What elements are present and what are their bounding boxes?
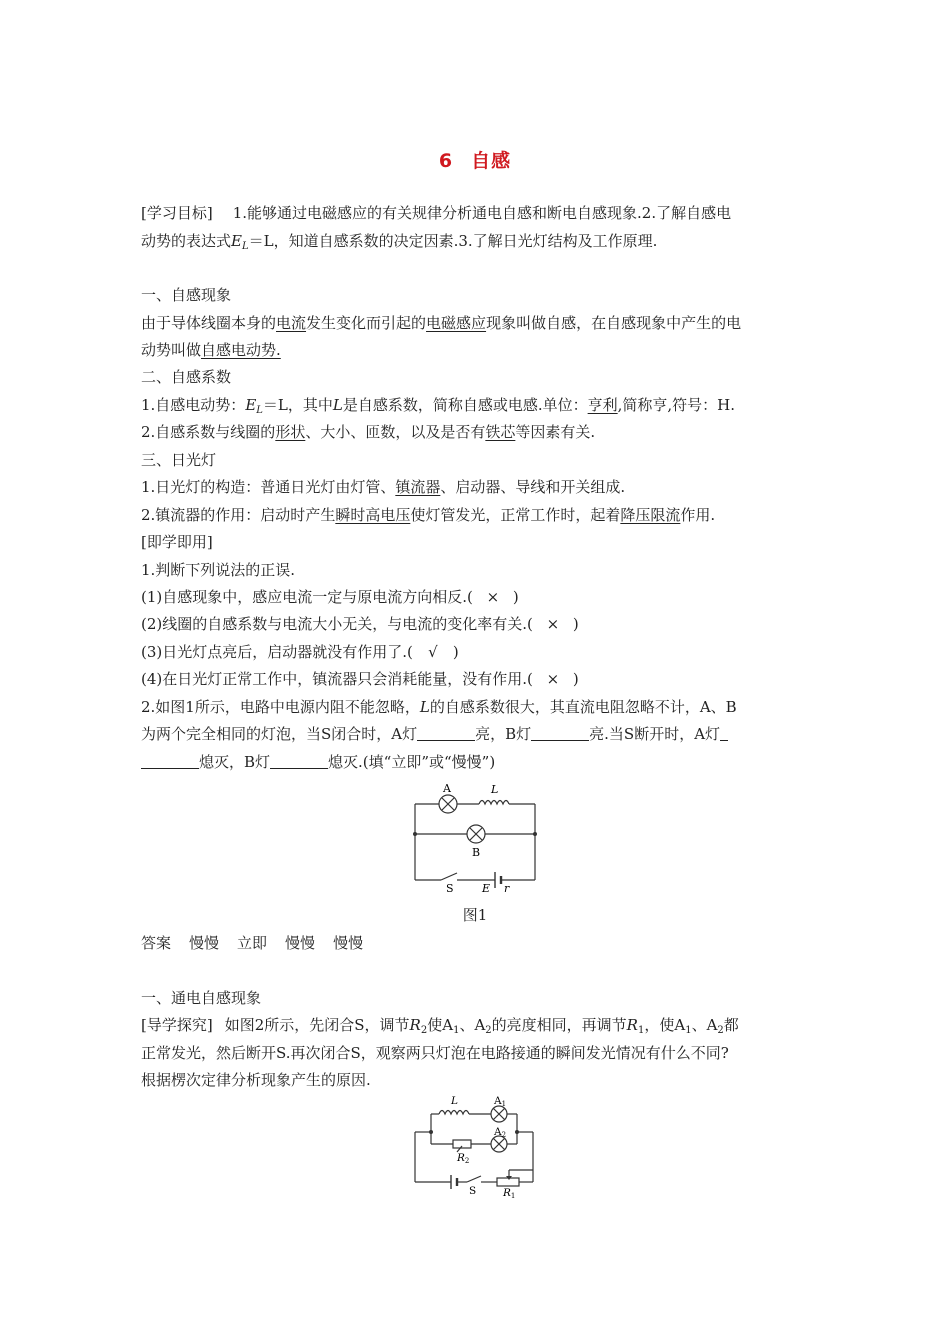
fig2-label-r2: R2 — [457, 1152, 470, 1165]
answer-line — [141, 933, 821, 953]
figure-2-circuit — [405, 1094, 545, 1202]
answer-blank-3b[interactable] — [141, 754, 199, 769]
s1-text-b: 发生变化而引起的 — [306, 314, 427, 332]
part1-text-c: 、A — [459, 1016, 486, 1034]
section1-line-1 — [141, 313, 821, 333]
emf-symbol: E — [231, 232, 242, 250]
fig2-inductor-coil — [439, 1111, 469, 1115]
item-1-mark: × — [486, 588, 500, 606]
a2-subscript: 2 — [485, 1025, 492, 1036]
part1-text-d: 的亮度相同，再调节 — [491, 1016, 627, 1034]
item-3-end: ) — [452, 643, 459, 661]
objectives-label: [学习目标] — [141, 204, 213, 222]
q2-text-e: 亮.当S断开时，A灯 — [589, 725, 721, 743]
s3-underline-high-voltage: 瞬时高电压 — [335, 506, 411, 524]
s1-underline-emf: 自感电动势. — [201, 341, 281, 359]
q2-text-c: 为两个完全相同的灯泡，当S闭合时，A灯 — [141, 725, 418, 743]
figure-1-circuit — [405, 782, 545, 894]
section3-heading: 三、日光灯 — [141, 451, 217, 469]
part1-heading: 一、通电自感现象 — [141, 989, 262, 1007]
answer-value-4: 慢慢 — [333, 934, 364, 952]
s1-underline-current: 电流 — [276, 314, 307, 332]
item-1-text: (1)自感现象中，感应电流一定与原电流方向相反.( — [141, 588, 473, 606]
item-2-end: ) — [572, 615, 579, 633]
item-3-mark: √ — [428, 643, 438, 661]
s1-text-a: 由于导体线圈本身的 — [141, 314, 277, 332]
inductor-coil — [479, 801, 509, 805]
q2-text-d: 亮，B灯 — [475, 725, 532, 743]
objectives-text-1: 1.能够通过电磁感应的有关规律分析通电自感和断电自感现象.2.了解自感电 — [232, 204, 732, 222]
q2-text-f: 熄灭，B灯 — [199, 753, 271, 771]
title-number: 6 — [438, 150, 454, 172]
inductance-symbol: L — [332, 396, 343, 414]
s1-text-d: 动势叫做 — [141, 341, 202, 359]
part1-text-a: 如图2所示，先闭合S，调节 — [224, 1016, 410, 1034]
item-4-mark: × — [546, 670, 560, 688]
section1-line-2 — [141, 340, 821, 360]
s2-text-c: 是自感系数，简称自感或电感.单位： — [342, 396, 588, 414]
part1-label: [导学探究] — [141, 1016, 213, 1034]
fig1-label-b: B — [472, 846, 481, 859]
q2-text-b: 的自感系数很大，其直流电阻忽略不计，A、B — [429, 698, 737, 716]
fig2-label-r1: R1 — [503, 1187, 516, 1200]
figure-1-caption: 图1 — [462, 906, 488, 924]
fig1-label-r: r — [504, 882, 510, 894]
section3-line-2 — [141, 505, 821, 525]
page-title — [0, 146, 950, 173]
junction-left — [413, 832, 417, 836]
answer-blank-1[interactable] — [417, 726, 475, 741]
item-4-end: ) — [572, 670, 579, 688]
answer-blank-2[interactable] — [531, 726, 589, 741]
fig2-switch-s — [467, 1176, 481, 1182]
part1-text-e: ，使A — [644, 1016, 686, 1034]
s3-text-a: 1.日光灯的构造：普通日光灯由灯管、 — [141, 478, 396, 496]
part1-line-3: 根据楞次定律分析现象产生的原因. — [141, 1071, 371, 1089]
s2-text-f: 、大小、匝数，以及是否有 — [305, 423, 486, 441]
objectives-text-2a: 动势的表达式 — [141, 232, 232, 250]
part1-text-b: 使A — [427, 1016, 454, 1034]
s1-underline-induction: 电磁感应 — [426, 314, 487, 332]
answer-value-1: 慢慢 — [189, 934, 220, 952]
r2-subscript: 2 — [420, 1025, 428, 1036]
fig2-junction-left — [429, 1130, 433, 1134]
s2-text-d: ,简称亨,符号：H. — [617, 396, 736, 414]
answer-label: 答案 — [141, 934, 172, 952]
practice-q1: 1.判断下列说法的正误. — [141, 561, 296, 579]
part1-line-1 — [141, 1015, 821, 1035]
answer-value-2: 立即 — [237, 934, 268, 952]
fig2-label-a2: A2 — [494, 1126, 507, 1139]
s3-text-d: 使灯管发光，正常工作时，起着 — [410, 506, 621, 524]
fig2-label-l: L — [451, 1095, 458, 1107]
a1-subscript: 1 — [453, 1025, 460, 1036]
section2-line-1 — [141, 395, 821, 415]
item-3-text: (3)日光灯点亮后，启动器就没有作用了.( — [141, 643, 413, 661]
section2-heading: 二、自感系数 — [141, 368, 232, 386]
q2-text-a: 2.如图1所示，电路中电源内阻不能忽略， — [141, 698, 420, 716]
item-2-mark: × — [546, 615, 560, 633]
r1-symbol: R — [626, 1016, 638, 1034]
r2-symbol: R — [409, 1016, 421, 1034]
s3-text-c: 2.镇流器的作用：启动时产生 — [141, 506, 336, 524]
fig1-label-l: L — [491, 783, 499, 796]
answer-value-3: 慢慢 — [285, 934, 316, 952]
switch-s — [441, 873, 457, 880]
section1-heading: 一、自感现象 — [141, 286, 232, 304]
s3-text-b: 、启动器、导线和开关组成. — [440, 478, 626, 496]
fig1-label-s: S — [446, 882, 454, 894]
practice-item-2 — [141, 614, 821, 634]
practice-item-4 — [141, 669, 821, 689]
fig2-label-a1: A1 — [494, 1095, 507, 1108]
fig2-label-s: S — [469, 1185, 477, 1197]
s1-text-c: 现象叫做自感，在自感现象中产生的电 — [486, 314, 742, 332]
answer-blank-3a[interactable] — [720, 726, 728, 741]
s3-underline-limit: 降压限流 — [620, 506, 681, 524]
q2-inductance-symbol: L — [419, 698, 430, 716]
s2-text-b: ＝L，其中 — [262, 396, 333, 414]
s2-underline-shape: 形状 — [275, 423, 306, 441]
practice-item-1 — [141, 587, 821, 607]
part1-text-g: 都 — [723, 1016, 739, 1034]
fig2-junction-right — [515, 1130, 519, 1134]
practice-item-3 — [141, 642, 821, 662]
r1-subscript: 1 — [637, 1025, 645, 1036]
item-1-end: ) — [512, 588, 519, 606]
s2-text-e: 2.自感系数与线圈的 — [141, 423, 276, 441]
q2-text-g: 熄灭.(填“立即”或“慢慢”) — [328, 753, 496, 771]
title-text: 自感 — [471, 150, 512, 172]
part1-text-f: 、A — [691, 1016, 718, 1034]
emf-symbol-2: E — [245, 396, 257, 414]
s2-underline-henry: 亨利 — [587, 396, 618, 414]
item-4-text: (4)在日光灯正常工作中，镇流器只会消耗能量，没有作用.( — [141, 670, 533, 688]
part1-line-2: 正常发光，然后断开S.再次闭合S，观察两只灯泡在电路接通的瞬间发光情况有什么不同? — [141, 1044, 729, 1062]
section2-line-2 — [141, 422, 821, 442]
item-2-text: (2)线圈的自感系数与电流大小无关，与电流的变化率有关.( — [141, 615, 533, 633]
s2-text-a: 1.自感电动势： — [141, 396, 246, 414]
section3-line-1 — [141, 477, 821, 497]
q2-line-2 — [141, 724, 821, 744]
s3-text-e: 作用. — [680, 506, 716, 524]
fig1-label-a: A — [443, 782, 451, 795]
q2-line-1 — [141, 697, 821, 717]
objectives-text-2b: ＝L，知道自感系数的决定因素.3.了解日光灯结构及工作原理. — [248, 232, 658, 250]
junction-right — [533, 832, 537, 836]
q2-line-3 — [141, 752, 821, 772]
objectives-line-2 — [141, 231, 821, 251]
s3-underline-ballast: 镇流器 — [395, 478, 441, 496]
a2-subscript-2: 2 — [717, 1025, 724, 1036]
emf-subscript: L — [241, 241, 249, 252]
s2-text-g: 等因素有关. — [515, 423, 596, 441]
s2-underline-core: 铁芯 — [485, 423, 516, 441]
answer-blank-4[interactable] — [270, 754, 328, 769]
fig1-label-e: E — [482, 882, 491, 894]
objectives-line-1 — [141, 203, 821, 223]
practice-heading: [即学即用] — [141, 533, 213, 551]
resistor-r1 — [497, 1178, 519, 1186]
a1-subscript-2: 1 — [685, 1025, 692, 1036]
emf-subscript-2: L — [256, 405, 263, 416]
